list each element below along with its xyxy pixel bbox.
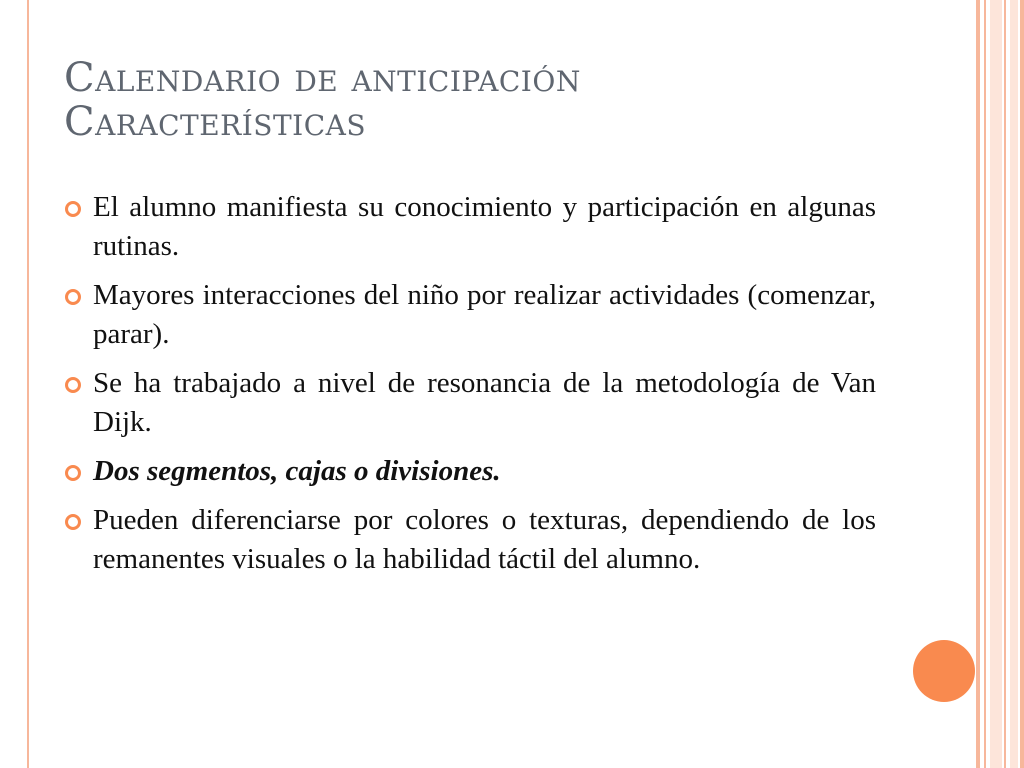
ring-bullet-icon bbox=[65, 201, 81, 217]
bullet-item bbox=[64, 276, 876, 354]
bullet-text: Mayores interacciones del niño por realizar actividades (comenzar, parar). bbox=[93, 279, 876, 350]
right-stripe bbox=[1004, 0, 1006, 768]
right-stripe bbox=[1010, 0, 1018, 768]
bullet-item bbox=[64, 452, 876, 491]
ring-bullet-icon bbox=[65, 377, 81, 393]
right-stripe bbox=[1020, 0, 1024, 768]
right-stripe bbox=[976, 0, 980, 768]
bullet-item bbox=[64, 501, 876, 579]
title-line-2: Características bbox=[64, 99, 367, 145]
orange-circle-decoration bbox=[913, 640, 975, 702]
bullet-text: El alumno manifiesta su conocimiento y participación en algunas rutinas. bbox=[93, 191, 876, 262]
ring-bullet-icon bbox=[65, 514, 81, 530]
ring-bullet-icon bbox=[65, 289, 81, 305]
bullet-text: Pueden diferenciarse por colores o texturas, dependiendo de los remanentes visuales o la habilidad táctil del alumno. bbox=[93, 504, 876, 575]
right-stripe bbox=[990, 0, 1002, 768]
left-border-line bbox=[27, 0, 29, 768]
bullet-item bbox=[64, 188, 876, 266]
bullet-text-emphasized: Dos segmentos, cajas o divisiones. bbox=[93, 455, 501, 487]
bullet-list bbox=[64, 188, 876, 589]
right-stripe bbox=[984, 0, 986, 768]
title-line-1: Calendario de anticipación bbox=[64, 55, 581, 101]
ring-bullet-icon bbox=[65, 465, 81, 481]
bullet-item bbox=[64, 364, 876, 442]
slide-title bbox=[64, 56, 944, 144]
bullet-text: Se ha trabajado a nivel de resonancia de la metodología de Van Dijk. bbox=[93, 367, 876, 438]
